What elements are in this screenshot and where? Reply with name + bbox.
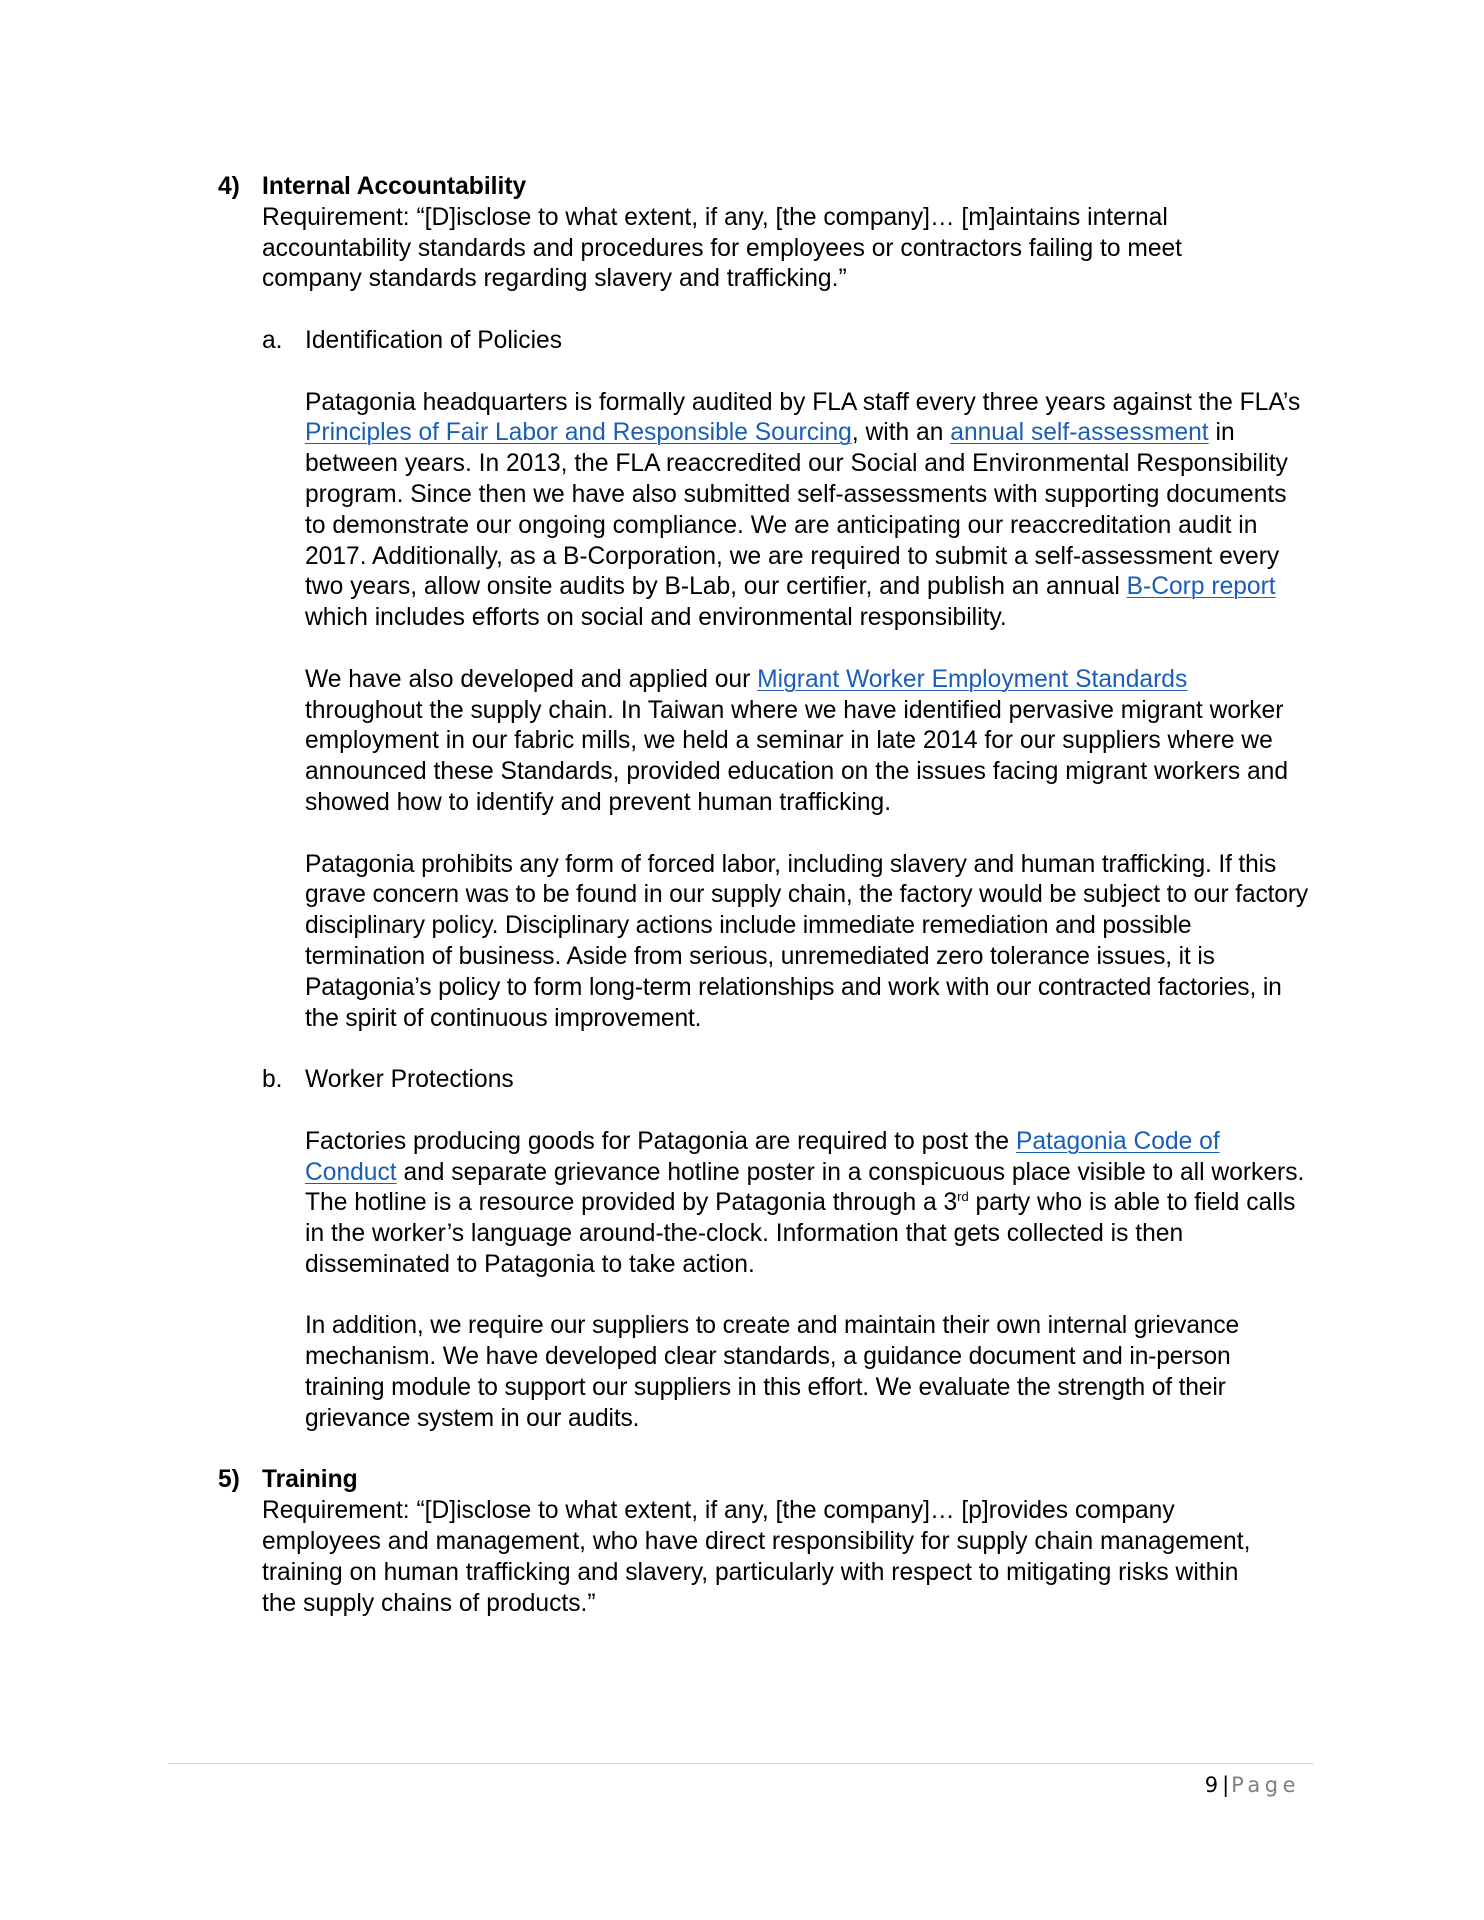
section-training bbox=[218, 1465, 1318, 1619]
text-run: We have also developed and applied our bbox=[305, 665, 758, 693]
requirement-text: Requirement: “[D]isclose to what extent, if any, [the company]… [m]aintains internal accountability standards and procedures for employees or contractors failing to meet company standards regarding slavery and trafficking.” bbox=[262, 203, 1183, 293]
paragraph-code-of-conduct bbox=[305, 1127, 1310, 1281]
text-run: Patagonia headquarters is formally audited by FLA staff every three years against the FLA’s bbox=[305, 388, 1301, 416]
section-title: Training bbox=[262, 1466, 358, 1494]
paragraph-forced-labor: Patagonia prohibits any form of forced labor, including slavery and human trafficking. If this grave concern was to be found in our supply chain, the factory would be subject to our factory disciplinary policy. Disciplinary actions include immediate remediation and possible termination of business. Aside from serious, unremediated zero tolerance issues, it is Patagonia’s policy to form long-term relationships and work with our contracted factories, in the spirit of continuous improvement. bbox=[305, 850, 1309, 1032]
page-label: Page bbox=[1231, 1773, 1300, 1797]
section-internal-accountability bbox=[218, 172, 1318, 1435]
superscript-rd: rd bbox=[957, 1189, 969, 1205]
link-patagonia-code-of-conduct[interactable]: Patagonia Code of Conduct bbox=[305, 1127, 1220, 1186]
footer-divider bbox=[168, 1763, 1314, 1764]
subsection-letter: b. bbox=[262, 1066, 283, 1094]
subsection-worker-protections bbox=[262, 1065, 1318, 1435]
text-run: which includes efforts on social and environmental responsibility. bbox=[305, 604, 1007, 632]
section-title: Internal Accountability bbox=[262, 173, 527, 200]
subsection-identification-of-policies bbox=[262, 326, 1318, 1034]
paragraph-migrant-worker bbox=[305, 665, 1310, 819]
link-principles-fair-labor[interactable]: Principles of Fair Labor and Responsible Sourcing bbox=[305, 419, 852, 447]
page-content bbox=[218, 172, 1318, 1619]
page-number: 9 bbox=[1204, 1773, 1219, 1797]
section-number: 4) bbox=[218, 173, 240, 200]
paragraph-grievance-mechanism: In addition, we require our suppliers to create and maintain their own internal grievance mechanism. We have developed clear standards, a guidance document and in-person training module to support our suppliers in this effort. We evaluate the strength of their grievance system in our audits. bbox=[305, 1312, 1240, 1432]
link-annual-self-assessment[interactable]: annual self-assessment bbox=[950, 419, 1209, 447]
subsection-title: Identification of Policies bbox=[305, 326, 563, 354]
paragraph-fla-audit bbox=[305, 388, 1310, 634]
page-footer bbox=[1205, 1772, 1300, 1798]
text-run: throughout the supply chain. In Taiwan where we have identified pervasive migrant worker employment in our fabric mills, we held a seminar in late 2014 for our suppliers where we announced these Standards, provided education on the issues facing migrant workers and showed how to identify and prevent human trafficking. bbox=[305, 696, 1289, 816]
text-run: party who is able to field calls in the worker’s language around-the-clock. Information that gets collected is then disseminated to Patagonia to take action. bbox=[305, 1189, 1296, 1278]
text-run: Factories producing goods for Patagonia are required to post the bbox=[305, 1127, 1016, 1155]
text-run: in between years. In 2013, the FLA reaccredited our Social and Environmental Responsibility program. Since then we have also submitted self-assessments with supporting documents to demonstrate our ongoing compliance. We are anticipating our reaccreditation audit in 2017. Additionally, as a B-Corporation, we are required to submit a self-assessment every two years, allow onsite audits by B-Lab, our certifier, and publish an annual bbox=[305, 419, 1288, 601]
text-run: and separate grievance hotline poster in a conspicuous place visible to all workers. The hotline is a resource provided by Patagonia through a 3 bbox=[305, 1158, 1305, 1217]
text-run: , with an bbox=[851, 419, 951, 447]
link-bcorp-report[interactable]: B-Corp report bbox=[1126, 573, 1276, 601]
subsection-letter: a. bbox=[262, 326, 283, 354]
section-number: 5) bbox=[218, 1466, 240, 1494]
link-migrant-worker-standards[interactable]: Migrant Worker Employment Standards bbox=[757, 665, 1188, 693]
page-separator: | bbox=[1222, 1773, 1230, 1797]
subsection-title: Worker Protections bbox=[305, 1066, 514, 1094]
requirement-text: Requirement: “[D]isclose to what extent, if any, [the company]… [p]rovides company employees and management, who have direct responsibility for supply chain management, training on human trafficking and slavery, particularly with respect to mitigating risks within the supply chains of products.” bbox=[262, 1497, 1251, 1617]
